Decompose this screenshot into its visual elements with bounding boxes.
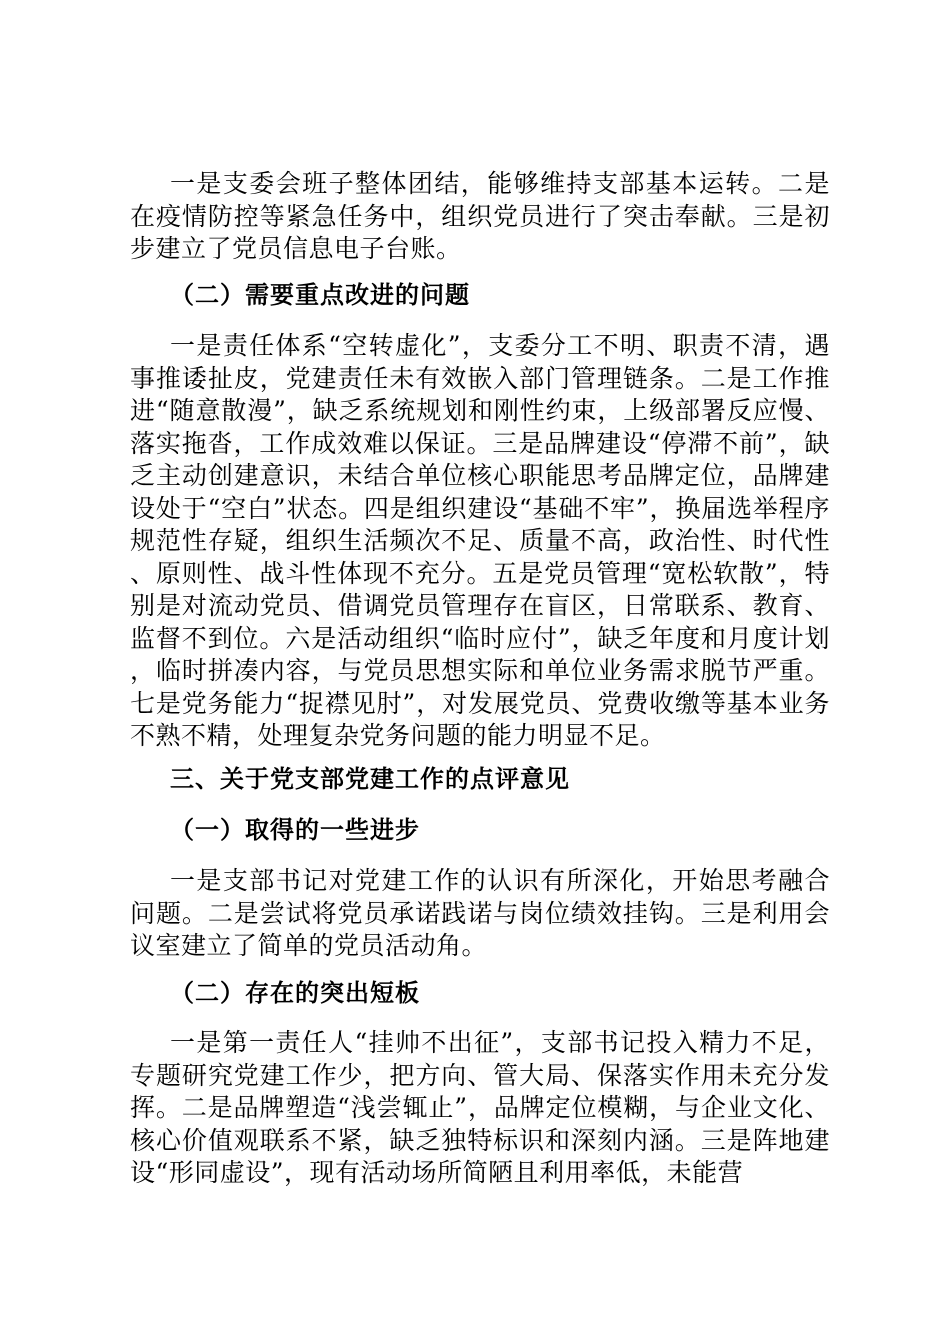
section-heading-progress: （一）取得的一些进步 [170, 816, 420, 844]
section-heading-key-problems: （二）需要重点改进的问题 [170, 281, 470, 309]
section-heading-review-opinions: 三、关于党支部党建工作的点评意见 [170, 765, 570, 793]
section-heading-shortcomings: （二）存在的突出短板 [170, 979, 420, 1007]
paragraph-progress: 一是支部书记对党建工作的认识有所深化，开始思考融合问题。二是尝试将党员承诺践诺与岗位绩效挂钩。三是利用会议室建立了简单的党员活动角。 [130, 866, 830, 960]
paragraph-key-problems: 一是责任体系“空转虚化”，支委分工不明、职责不清，遇事推诿扯皮，党建责任未有效嵌入部门管理链条。二是工作推进“随意散漫”，缺乏系统规划和刚性约束，上级部署反应慢、落实拖沓，工作成效难以保证。三是品牌建设“停滞不前”，缺乏主动创建意识，未结合单位核心职能思考品牌定位，品牌建设处于“空白”状态。四是组织建设“基础不牢”，换届选举程序规范性存疑，组织生活频次不足、质量不高，政治性、时代性、原则性、战斗性体现不充分。五是党员管理“宽松软散”，特别是对流动党员、借调党员管理存在盲区，日常联系、教育、监督不到位。六是活动组织“临时应付”，缺乏年度和月度计划，临时拼凑内容，与党员思想实际和单位业务需求脱节严重。七是党务能力“捉襟见肘”，对发展党员、党费收缴等基本业务不熟不精，处理复杂党务问题的能力明显不足。 [130, 331, 830, 750]
paragraph-shortcomings: 一是第一责任人“挂帅不出征”，支部书记投入精力不足，专题研究党建工作少，把方向、管大局、保落实作用未充分发挥。二是品牌塑造“浅尝辄止”，品牌定位模糊，与企业文化、核心价值观联系不紧，缺乏独特标识和深刻内涵。三是阵地建设“形同虚设”，现有活动场所简陋且利用率低，未能营 [130, 1028, 830, 1187]
paragraph-achievements: 一是支委会班子整体团结，能够维持支部基本运转。二是在疫情防控等紧急任务中，组织党员进行了突击奉献。三是初步建立了党员信息电子台账。 [130, 169, 830, 263]
